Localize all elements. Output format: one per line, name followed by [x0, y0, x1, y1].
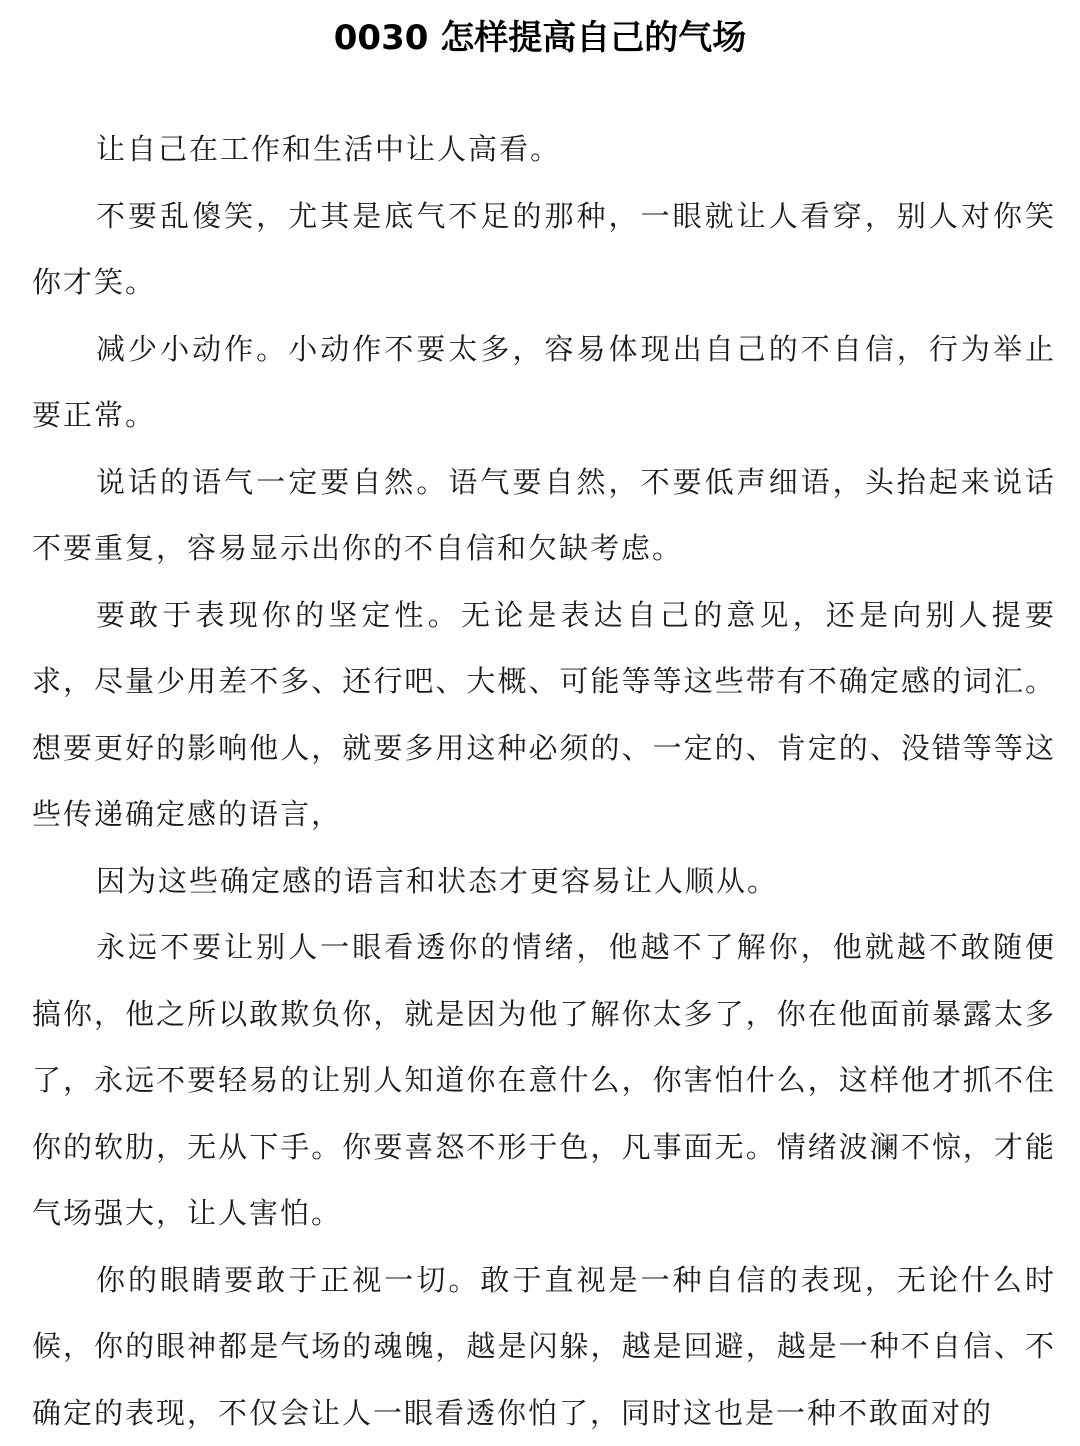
paragraph-5: 要敢于表现你的坚定性。无论是表达自己的意见，还是向别人提要求，尽量少用差不多、还行吧、大概、可能等等这些带有不确定感的词汇。想要更好的影响他人，就要多用这种必须的、一定的、肯定的、没错等等这些传递确定感的语言， [32, 582, 1056, 848]
paragraph-2: 不要乱傻笑，尤其是底气不足的那种，一眼就让人看穿，别人对你笑你才笑。 [32, 183, 1056, 316]
paragraph-8: 你的眼睛要敢于正视一切。敢于直视是一种自信的表现，无论什么时候，你的眼神都是气场的魂魄，越是闪躲，越是回避，越是一种不自信、不确定的表现，不仅会让人一眼看透你怕了，同时这也是一种不敢面对的 [32, 1247, 1056, 1446]
paragraph-7: 永远不要让别人一眼看透你的情绪，他越不了解你，他就越不敢随便搞你，他之所以敢欺负你，就是因为他了解你太多了，你在他面前暴露太多了，永远不要轻易的让别人知道你在意什么，你害怕什么，这样他才抓不住你的软肋，无从下手。你要喜怒不形于色，凡事面无。情绪波澜不惊，才能气场强大，让人害怕。 [32, 914, 1056, 1247]
paragraph-4: 说话的语气一定要自然。语气要自然，不要低声细语，头抬起来说话不要重复，容易显示出你的不自信和欠缺考虑。 [32, 449, 1056, 582]
page-title: 0030 怎样提高自己的气场 [0, 12, 1080, 64]
paragraph-1: 让自己在工作和生活中让人高看。 [32, 116, 1056, 183]
paragraph-6: 因为这些确定感的语言和状态才更容易让人顺从。 [32, 848, 1056, 915]
paragraph-3: 减少小动作。小动作不要太多，容易体现出自己的不自信，行为举止要正常。 [32, 316, 1056, 449]
document-body [32, 116, 1056, 1446]
